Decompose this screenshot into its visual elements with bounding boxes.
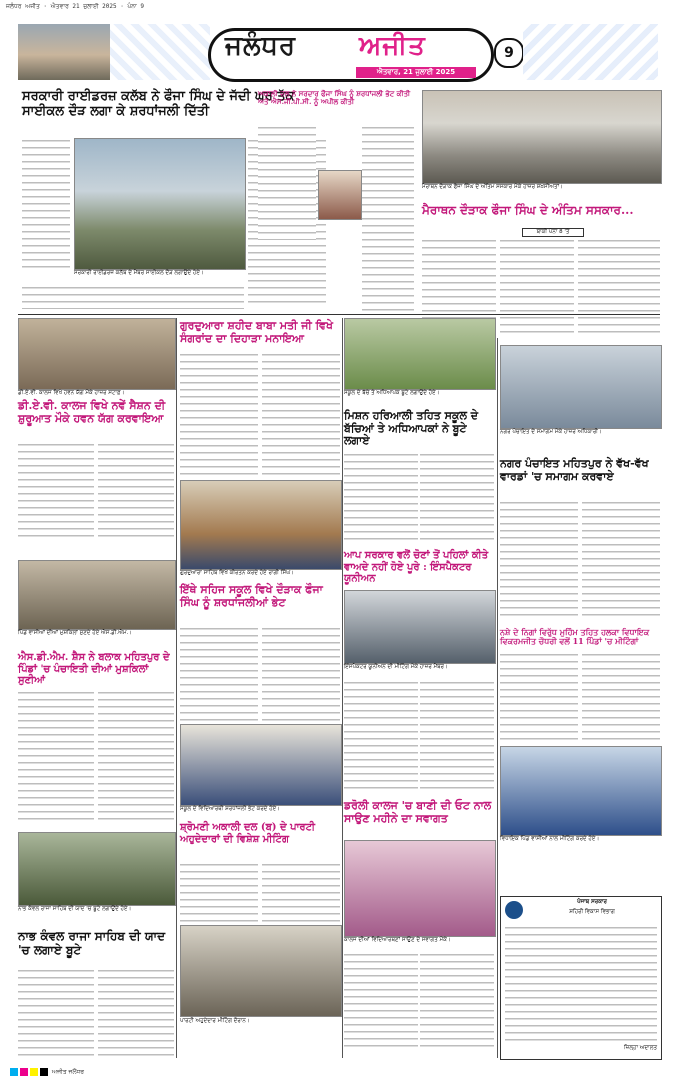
article-body	[258, 125, 316, 240]
black-swatch	[40, 1068, 48, 1076]
article-body	[500, 500, 578, 620]
notice-footer: ਜ਼ਿਲ੍ਹਾ ਅਦਾਲਤ	[624, 1045, 657, 1051]
headline-nagar-panchayat: ਨਗਰ ਪੰਚਾਇਤ ਮਹਿਤਪੁਰ ਨੇ ਵੱਖ-ਵੱਖ ਵਾਰਡਾਂ 'ਚ ਸਮਾਗਮ ਕਰਵਾਏ	[500, 457, 649, 483]
masthead-pattern-right	[523, 24, 658, 80]
photo-caption: ਨਗਰ ਪੰਚਾਇਤ ਦੇ ਸਮਾਗਮ ਮੌਕੇ ਹਾਜ਼ਰ ਅਧਿਕਾਰੀ।	[500, 429, 602, 435]
photo-tree-plantation	[344, 318, 496, 390]
masthead-title-box	[208, 28, 494, 82]
article-body	[180, 626, 258, 721]
headline-drug-campaign: ਨਸ਼ੇ ਦੇ ਨਿਗਾਂ ਵਿਰੁੱਧ ਮੁਹਿੰਮ ਤਹਿਤ ਹਲਕਾ ਵਿਧਾਇਕ ਵਿਕਰਮਜੀਤ ਚੌਧਰੀ ਵਲੋਂ 11 ਪਿੰਡਾਂ 'ਚ ਮੀਟਿੰਗਾਂ	[500, 627, 650, 647]
headline-inspector-union: ਆਪ ਸਰਕਾਰ ਵਲੋਂ ਚੋਣਾਂ ਤੋਂ ਪਹਿਲਾਂ ਕੀਤੇ ਵਾਅਦੇ ਨਹੀਂ ਹੋਏ ਪੂਰੇ : ਇੰਸਪੈਕਟਰ ਯੂਨੀਅਨ	[344, 550, 489, 584]
column-divider	[497, 338, 498, 1058]
column-divider	[176, 318, 177, 1058]
section-divider	[18, 314, 660, 315]
photo-caption: ਡੀ.ਏ.ਵੀ. ਕਾਲਜ ਵਿਖੇ ਹਵਨ ਯੱਗ ਮੌਕੇ ਹਾਜ਼ਰ ਸਟਾਫ਼।	[18, 390, 125, 396]
headline-akali-meeting: ਸ਼੍ਰੋਮਣੀ ਅਕਾਲੀ ਦਲ (ਬ) ਦੇ ਪਾਰਟੀ ਅਹੁਦੇਦਾਰਾਂ ਦੀ ਵਿਸ਼ੇਸ਼ ਮੀਟਿੰਗ	[180, 822, 316, 845]
article-body	[18, 442, 94, 542]
photo-caption: ਪਾਰਟੀ ਅਹੁਦੇਦਾਰ ਮੀਟਿੰਗ ਦੌਰਾਨ।	[180, 1018, 250, 1024]
article-body	[98, 968, 174, 1058]
masthead-city: ਜਲੰਧਰ	[225, 31, 297, 61]
article-body	[344, 952, 418, 1052]
article-body	[420, 452, 494, 542]
footer-text: ਅਜੀਤ ਜਲੰਧਰ	[51, 1068, 85, 1076]
photo-caption: ਸਰਕਾਰੀ ਰਾਈਡਰਜ਼ ਕਲੱਬ ਦੇ ਮੈਂਬਰ ਸਾਈਕਲ ਦੌੜ ਲਗਾਉਂਦੇ ਹੋਏ।	[74, 270, 204, 276]
article-body	[420, 680, 494, 790]
masthead	[18, 24, 658, 80]
photo-caption: ਸਕੂਲ ਦੇ ਵਿਦਿਆਰਥੀ ਸ਼ਰਧਾਂਜਲੀ ਭੇਟ ਕਰਦੇ ਹੋਏ।	[180, 806, 280, 812]
headline-droli-college: ਡਰੋਲੀ ਕਾਲਜ 'ਚ ਬਾਣੀ ਦੀ ਓਟ ਨਾਲ ਸਾਉਣ ਮਹੀਨੇ ਦਾ ਸਵਾਗਤ	[344, 799, 492, 825]
photo-inspector-meeting	[344, 590, 496, 664]
article-body	[98, 690, 174, 825]
govt-logo-icon	[505, 901, 523, 919]
masthead-paper-name: ਅਜੀਤ	[359, 31, 426, 61]
photo-portrait	[318, 170, 362, 220]
masthead-date: ਐਤਵਾਰ, 21 ਜੁਲਾਈ 2025	[356, 67, 476, 78]
photo-cremation	[422, 90, 662, 184]
continued-label: ਬਾਕੀ ਪੰਨਾ 8 'ਤੇ	[522, 228, 584, 237]
notice-title: ਸ਼ਹਿਰੀ ਵਿਕਾਸ ਵਿਭਾਗ	[569, 909, 615, 915]
photo-nagar-panchayat	[500, 345, 662, 429]
headline-marathon-runner: ਮੈਰਾਥਨ ਦੌੜਾਕ ਫੌਜਾ ਸਿੰਘ ਦੇ ਅੰਤਿਮ ਸਸਕਾਰ...	[422, 203, 634, 217]
masthead-photo	[18, 24, 110, 80]
page-number: 9	[494, 38, 524, 68]
notice-body	[505, 925, 657, 1041]
article-body	[22, 138, 70, 268]
article-body	[262, 626, 340, 721]
page-footer	[10, 1068, 667, 1080]
photo-caption: ਸਕੂਲ ਦੇ ਬੱਚੇ ਤੇ ਅਧਿਆਪਕ ਬੂਟੇ ਲਗਾਉਂਦੇ ਹੋਏ।	[344, 390, 440, 396]
photo-caption: ਨਾਭ ਕੰਵਲ ਰਾਜਾ ਸਾਹਿਬ ਦੀ ਯਾਦ 'ਚ ਬੂਟੇ ਲਗਾਉਂਦੇ ਹੋਏ।	[18, 906, 132, 912]
headline-dav-havan: ਡੀ.ਏ.ਵੀ. ਕਾਲਜ ਵਿਖੇ ਨਵੇਂ ਸੈਸ਼ਨ ਦੀ ਸ਼ੁਰੂਆਤ ਮੌਕੇ ਹਵਨ ਯੱਗ ਕਰਵਾਇਆ	[18, 399, 166, 425]
article-body	[500, 238, 574, 338]
article-body	[500, 652, 578, 742]
photo-kirtan	[180, 480, 342, 570]
photo-caption: ਮੈਰਾਥਨ ਦੌੜਾਕ ਫੌਜਾ ਸਿੰਘ ਦੇ ਅੰਤਿਮ ਸਸਕਾਰ ਮੌਕੇ ਹਾਜ਼ਰ ਸ਼ਖ਼ਸੀਅਤਾਂ।	[422, 184, 563, 190]
article-body	[344, 680, 418, 790]
headline-nabh-kanwal: ਨਾਭ ਕੰਵਲ ਰਾਜਾ ਸਾਹਿਬ ਦੀ ਯਾਦ 'ਚ ਲਗਾਏ ਬੂਟੇ	[18, 929, 166, 957]
photo-caption: ਗੁਰਦੁਆਰਾ ਸਾਹਿਬ ਵਿਖੇ ਕੀਰਤਨ ਕਰਦੇ ਹੋਏ ਰਾਗੀ ਸਿੰਘ।	[180, 570, 294, 576]
headline-gurdwara-sangrand: ਗੁਰਦੁਆਰਾ ਸ਼ਹੀਦ ਬਾਬਾ ਮਤੀ ਜੀ ਵਿਖੇ ਸੰਗਰਾਂਦ ਦਾ ਦਿਹਾੜਾ ਮਨਾਇਆ	[180, 319, 334, 345]
photo-nabh-kanwal	[18, 832, 176, 906]
photo-caption: ਕਾਲਜ ਦੀਆਂ ਵਿਦਿਆਰਥਣਾਂ ਸਾਉਣ ਦੇ ਸਵਾਗਤ ਮੌਕੇ।	[344, 937, 451, 943]
photo-college-students	[344, 840, 496, 937]
cyan-swatch	[10, 1068, 18, 1076]
photo-akali-meeting	[180, 925, 342, 1017]
photo-drug-meeting	[500, 746, 662, 836]
photo-caption: ਵਿਧਾਇਕ ਪਿੰਡ ਵਾਸੀਆਂ ਨਾਲ ਮੀਟਿੰਗ ਕਰਦੇ ਹੋਏ।	[500, 836, 600, 842]
article-body	[582, 500, 660, 620]
article-body	[18, 690, 94, 825]
photo-caption: ਪਿੰਡ ਵਾਸੀਆਂ ਦੀਆਂ ਮੁਸ਼ਕਿਲਾਂ ਸੁਣਦੇ ਹੋਏ ਐਸ.ਡੀ.ਐਮ.।	[18, 630, 132, 636]
column-divider	[342, 318, 343, 1058]
photo-havan	[18, 318, 176, 390]
article-body	[582, 652, 660, 742]
article-body	[180, 862, 258, 922]
article-body	[98, 442, 174, 542]
headline-akali-tribute: ਅਕਾਲੀ ਦਲ ਨੇ ਸਰਦਾਰ ਫੌਜਾ ਸਿੰਘ ਨੂੰ ਸ਼ਰਧਾਂਜਲੀ ਭੇਟ ਕੀਤੀ ਅਤੇ ਐਸ.ਜੀ.ਪੀ.ਸੀ. ਨੂੰ ਅਪੀਲ ਕੀਤੀ	[258, 89, 411, 107]
yellow-swatch	[30, 1068, 38, 1076]
photo-caption: ਇੰਸਪੈਕਟਰ ਯੂਨੀਅਨ ਦੀ ਮੀਟਿੰਗ ਮੌਕੇ ਹਾਜ਼ਰ ਮੈਂਬਰ।	[344, 664, 448, 670]
photo-cyclists	[74, 138, 246, 270]
article-body	[262, 352, 340, 477]
article-body	[18, 968, 94, 1058]
headline-mission-haryali: ਮਿਸ਼ਨ ਹਰਿਆਲੀ ਤਹਿਤ ਸਕੂਲ ਦੇ ਬੱਚਿਆਂ ਤੇ ਅਧਿਆਪਕਾਂ ਨੇ ਬੂਟੇ ਲਗਾਏ	[344, 409, 479, 448]
article-body	[362, 125, 414, 315]
notice-header: ਪੰਜਾਬ ਸਰਕਾਰ	[577, 899, 607, 905]
article-body	[344, 452, 418, 542]
photo-school-students	[180, 724, 342, 806]
article-body	[578, 238, 660, 338]
magenta-swatch	[20, 1068, 28, 1076]
legal-notice	[500, 896, 662, 1060]
article-body	[180, 352, 258, 477]
article-body	[22, 285, 244, 309]
headline-sahaj-school: ਇੱਥੇ ਸਹਿਜ ਸਕੂਲ ਵਿਖੇ ਦੌੜਾਕ ਫੌਜਾ ਸਿੰਘ ਨੂੰ ਸ਼ਰਧਾਂਜਲੀਆਂ ਭੇਟ	[180, 583, 323, 609]
photo-sdm-meeting	[18, 560, 176, 630]
article-body	[420, 952, 494, 1052]
masthead-pattern-left	[110, 24, 210, 80]
article-body	[262, 862, 340, 922]
headline-riders-club: ਸਰਕਾਰੀ ਰਾਈਡਰਜ਼ ਕਲੱਬ ਨੇ ਫੌਜਾ ਸਿੰਘ ਦੇ ਜੱਦੀ ਘਰ ਤੱਕ ਸਾਈਕਲ ਦੌੜ ਲਗਾ ਕੇ ਸ਼ਰਧਾਂਜਲੀ ਦਿੱਤੀ	[22, 89, 295, 119]
print-info-strip: ਜਲੰਧਰ ਅਜੀਤ · ਐਤਵਾਰ 21 ਜੁਲਾਈ 2025 · ਪੰਨਾ 9	[6, 3, 144, 10]
headline-sdm: ਐਸ.ਡੀ.ਐਮ. ਸ਼ੈਸ ਨੇ ਬਲਾਕ ਮਹਿਤਪੁਰ ਦੇ ਪਿੰਡਾਂ 'ਚ ਪੰਚਾਇਤੀ ਦੀਆਂ ਮੁਸ਼ਕਿਲਾਂ ਸੁਣੀਆਂ	[18, 652, 170, 686]
